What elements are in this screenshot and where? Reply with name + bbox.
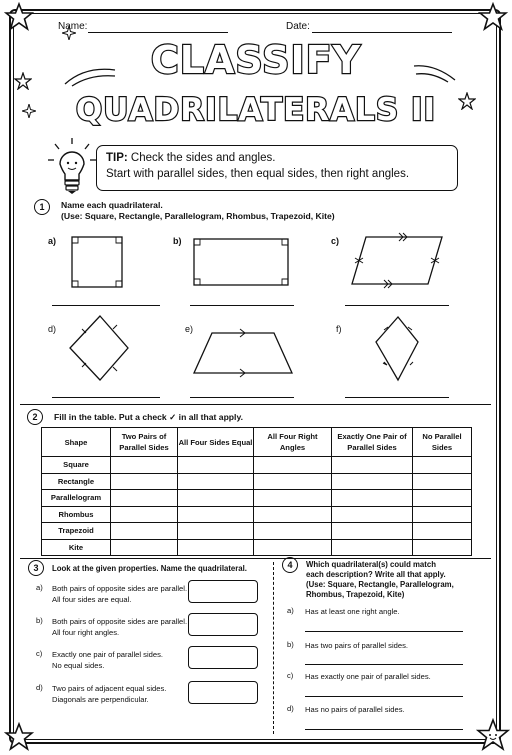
check-cell[interactable]: [413, 457, 472, 474]
q3-a-line-1: Both pairs of opposite sides are parallel.: [52, 584, 188, 593]
row-header: Parallelogram: [42, 490, 111, 507]
answer-line-a[interactable]: [52, 305, 160, 306]
check-cell[interactable]: [254, 539, 332, 556]
check-cell[interactable]: [178, 457, 254, 474]
answer-line-c[interactable]: [345, 305, 449, 306]
q4-a-answer-line[interactable]: [305, 631, 463, 632]
section-2-instruction: Fill in the table. Put a check ✓ in all that apply.: [54, 412, 243, 422]
section-1-line-2: (Use: Square, Rectangle, Parallelogram, Rhombus, Trapezoid, Kite): [61, 211, 335, 221]
q4-a-label: a): [287, 606, 294, 615]
q3-b-answer-box[interactable]: [188, 613, 258, 636]
item-d-label: d): [48, 324, 57, 334]
item-c-label: c): [331, 236, 340, 246]
q3-c-label: c): [36, 649, 43, 658]
section-divider-2: [20, 558, 491, 559]
section-1-number: 1: [34, 199, 50, 215]
q4-d-label: d): [287, 704, 294, 713]
check-cell[interactable]: [178, 473, 254, 490]
check-cell[interactable]: [254, 473, 332, 490]
q4-b-text: Has two pairs of parallel sides.: [305, 641, 408, 650]
q3-b-line-2: All four right angles.: [52, 628, 120, 637]
parallelogram-figure: [352, 233, 442, 288]
table-row: [42, 523, 472, 540]
answer-line-b[interactable]: [190, 305, 294, 306]
table-header-row: [42, 428, 472, 457]
name-label: Name:: [58, 21, 88, 32]
q4-d-answer-line[interactable]: [305, 729, 463, 730]
rhombus-figure: [70, 316, 128, 380]
q4-c-answer-line[interactable]: [305, 696, 463, 697]
q3-b-label: b): [36, 616, 43, 625]
section-4-line-2: each description? Write all that apply.: [306, 570, 446, 579]
column-header: No Parallel Sides: [413, 428, 472, 457]
check-cell[interactable]: [254, 457, 332, 474]
section-4-number: 4: [282, 557, 298, 573]
date-label: Date:: [286, 21, 310, 32]
item-a-label: a): [48, 236, 57, 246]
title-line-1: CLASSIFY: [150, 38, 362, 82]
table-row: [42, 506, 472, 523]
q3-b-line-1: Both pairs of opposite sides are parallel.: [52, 617, 188, 626]
section-divider-1: [20, 404, 491, 405]
answer-line-f[interactable]: [345, 397, 449, 398]
table-row: [42, 539, 472, 556]
check-cell[interactable]: [332, 506, 413, 523]
q3-c-answer-box[interactable]: [188, 646, 258, 669]
column-header: All Four Right Angles: [254, 428, 332, 457]
column-header: Two Pairs of Parallel Sides: [111, 428, 178, 457]
item-f-label: f): [336, 324, 342, 334]
check-cell[interactable]: [413, 523, 472, 540]
title-line-2: QUADRILATERALS II: [75, 92, 437, 128]
check-cell[interactable]: [413, 539, 472, 556]
q3-a-line-2: All four sides are equal.: [52, 595, 132, 604]
check-cell[interactable]: [413, 506, 472, 523]
check-cell[interactable]: [332, 490, 413, 507]
check-cell[interactable]: [111, 506, 178, 523]
q4-b-answer-line[interactable]: [305, 664, 463, 665]
check-cell[interactable]: [254, 523, 332, 540]
item-b-label: b): [173, 236, 182, 246]
q4-a-text: Has at least one right angle.: [305, 607, 400, 616]
section-3-number: 3: [28, 560, 44, 576]
rectangle-figure: [194, 239, 288, 285]
column-header: Shape: [42, 428, 111, 457]
q3-d-answer-box[interactable]: [188, 681, 258, 704]
table-row: [42, 473, 472, 490]
star-doodle-bottom-left: [4, 722, 34, 752]
q4-d-text: Has no pairs of parallel sides.: [305, 705, 405, 714]
answer-line-d[interactable]: [52, 397, 160, 398]
trapezoid-figure: [194, 329, 292, 377]
kite-figure: [376, 317, 418, 380]
check-cell[interactable]: [254, 506, 332, 523]
check-cell[interactable]: [332, 473, 413, 490]
check-cell[interactable]: [178, 523, 254, 540]
q3-a-answer-box[interactable]: [188, 580, 258, 603]
check-cell[interactable]: [178, 506, 254, 523]
section-2-number: 2: [27, 409, 43, 425]
check-cell[interactable]: [111, 539, 178, 556]
row-header: Rectangle: [42, 473, 111, 490]
row-header: Trapezoid: [42, 523, 111, 540]
tip-text-1: Check the sides and angles.: [127, 152, 276, 164]
column-header: All Four Sides Equal: [178, 428, 254, 457]
check-cell[interactable]: [178, 490, 254, 507]
q3-d-line-2: Diagonals are perpendicular.: [52, 695, 149, 704]
section-3-instruction: Look at the given properties. Name the quadrilateral.: [52, 564, 247, 573]
check-cell[interactable]: [111, 490, 178, 507]
tip-line-2: Start with parallel sides, then equal sides, then right angles.: [106, 168, 410, 180]
properties-table: [41, 427, 472, 556]
row-header: Kite: [42, 539, 111, 556]
check-cell[interactable]: [111, 457, 178, 474]
item-e-label: e): [185, 324, 194, 334]
table-row: [42, 490, 472, 507]
q3-d-line-1: Two pairs of adjacent equal sides.: [52, 684, 167, 693]
check-cell[interactable]: [111, 473, 178, 490]
q3-a-label: a): [36, 583, 43, 592]
tip-label: TIP:: [106, 152, 128, 164]
check-cell[interactable]: [413, 490, 472, 507]
section-4-line-4: Rhombus, Trapezoid, Kite): [306, 590, 405, 599]
column-divider: [273, 562, 274, 734]
q4-c-label: c): [287, 671, 294, 680]
section-4-line-1: Which quadrilateral(s) could match: [306, 560, 436, 569]
square-figure: [72, 237, 122, 287]
q3-c-line-1: Exactly one pair of parallel sides.: [52, 650, 164, 659]
q3-d-label: d): [36, 683, 43, 692]
check-cell[interactable]: [111, 523, 178, 540]
check-cell[interactable]: [413, 473, 472, 490]
q3-c-line-2: No equal sides.: [52, 661, 105, 670]
check-cell[interactable]: [332, 539, 413, 556]
check-cell[interactable]: [254, 490, 332, 507]
table-row: [42, 457, 472, 474]
row-header: Rhombus: [42, 506, 111, 523]
q4-b-label: b): [287, 640, 294, 649]
row-header: Square: [42, 457, 111, 474]
check-cell[interactable]: [178, 539, 254, 556]
q4-c-text: Has exactly one pair of parallel sides.: [305, 672, 431, 681]
section-4-line-3: (Use: Square, Rectangle, Parallelogram,: [306, 580, 454, 589]
column-header: Exactly One Pair of Parallel Sides: [332, 428, 413, 457]
section-1-line-1: Name each quadrilateral.: [61, 200, 163, 210]
answer-line-e[interactable]: [190, 397, 294, 398]
check-cell[interactable]: [332, 523, 413, 540]
check-cell[interactable]: [332, 457, 413, 474]
smiling-star-doodle: [476, 718, 510, 752]
